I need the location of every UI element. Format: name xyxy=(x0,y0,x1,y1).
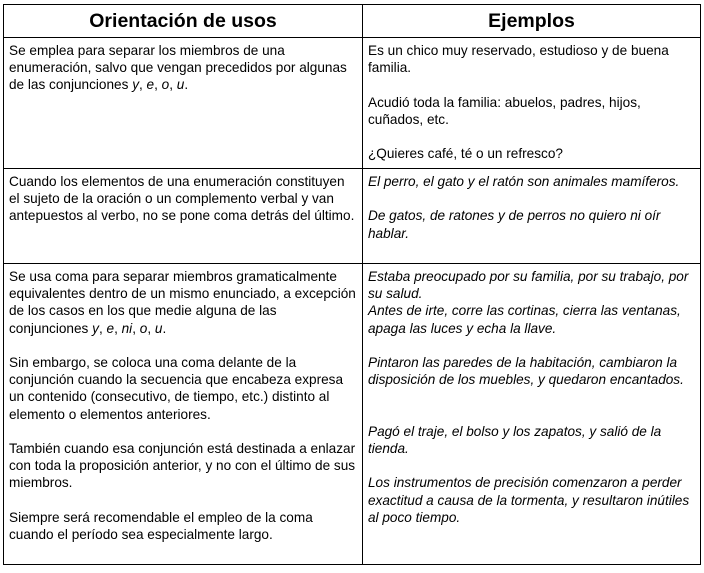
example-text: De gatos, de ratones y de perros no quiero ni oír hablar. xyxy=(368,208,661,241)
usage-text: Se emplea para separar los miembros de una enumeración, salvo que vengan precedidos por algunas de las conjunciones y, e, o, u. xyxy=(9,43,347,93)
usage-text: También cuando esa conjunción está destinada a enlazar con toda la proposición anterior, y no con el último de sus miembros. xyxy=(9,441,356,491)
example-text: Estaba preocupado por su familia, por su trabajo, por su salud. xyxy=(368,269,689,302)
usage-cell xyxy=(4,169,363,264)
table-row xyxy=(4,38,701,169)
header-orientacion: Orientación de usos xyxy=(4,5,363,38)
usage-text: Cuando los elementos de una enumeración constituyen el sujeto de la oración o un complemento verbal y van antepuestos al verbo, no se pone coma detrás del último. xyxy=(9,174,355,224)
usage-text: Sin embargo, se coloca una coma delante de la conjunción cuando la secuencia que encabeza expresa un contenido (consecutivo, de tiempo, etc.) distinto al elemento o elementos anteriores. xyxy=(9,355,344,422)
table-row xyxy=(4,264,701,565)
header-row xyxy=(4,5,701,38)
examples-cell xyxy=(363,169,701,264)
example-text: Es un chico muy reservado, estudioso y de buena familia. xyxy=(368,43,669,76)
header-ejemplos: Ejemplos xyxy=(363,5,701,38)
example-text: ¿Quieres café, té o un refresco? xyxy=(368,146,563,162)
examples-cell xyxy=(363,264,701,565)
example-text: El perro, el gato y el ratón son animales mamíferos. xyxy=(368,174,680,189)
usage-text: Se usa coma para separar miembros gramaticalmente equivalentes dentro de un mismo enunciado, a excepción de los casos en los que medie alguna de las conjunciones y, e, ni, o, u. xyxy=(9,269,356,336)
usage-text: Siempre será recomendable el empleo de la coma cuando el período sea especialmente largo. xyxy=(9,509,313,542)
usage-cell xyxy=(4,264,363,565)
example-text: Pintaron las paredes de la habitación, cambiaron la disposición de los muebles, y quedaron encantados. xyxy=(368,355,684,388)
usage-table xyxy=(3,4,701,565)
example-text: Los instrumentos de precisión comenzaron a perder exactitud a causa de la tormenta, y resultaron inútiles al poco tiempo. xyxy=(368,475,690,525)
table-row xyxy=(4,169,701,264)
example-text: Antes de irte, corre las cortinas, cierra las ventanas, apaga las luces y echa la llave. xyxy=(368,303,681,336)
example-text: Acudió toda la familia: abuelos, padres, hijos, cuñados, etc. xyxy=(368,94,641,127)
usage-cell xyxy=(4,38,363,169)
examples-cell xyxy=(363,38,701,169)
example-text: Pagó el traje, el bolso y los zapatos, y salió de la tienda. xyxy=(368,423,662,456)
